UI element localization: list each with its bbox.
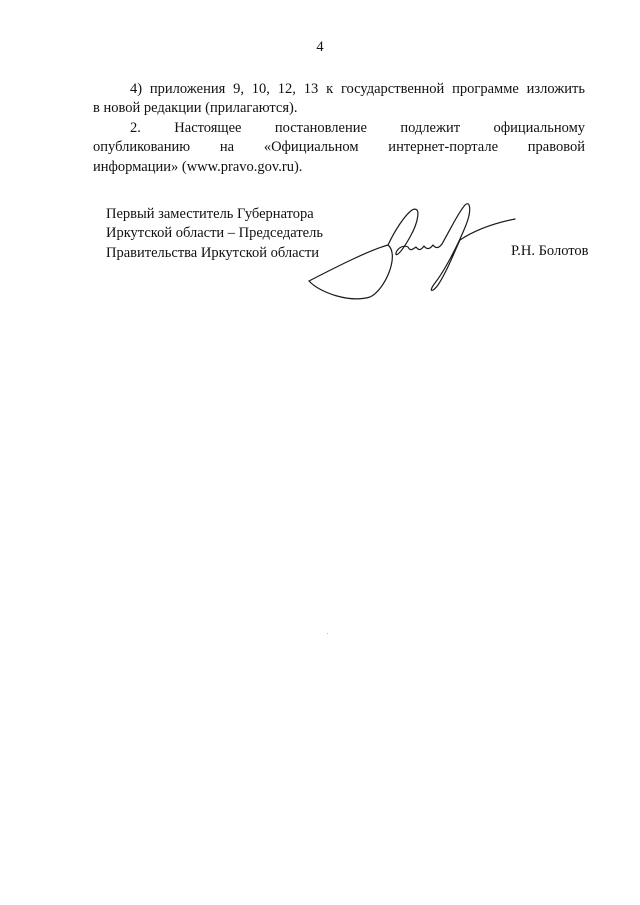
signatory-position [106,205,323,263]
position-line: Правительства Иркутской области [106,244,320,261]
paragraph-line: 4) приложения 9, 10, 12, 13 к государственной программе изложить [130,81,585,97]
paragraph-line: 2. Настоящее постановление подлежит официальному [130,119,585,136]
position-line: Иркутской области – Председатель [106,225,323,242]
paragraph-line: опубликованию на «Официальном интернет-портале правовой [93,139,585,156]
paragraph-line: в новой редакции (прилагаются). [93,100,298,117]
signature-stroke [309,245,392,299]
signature-stroke [388,209,442,255]
paragraph-line: информации» (www.pravo.gov.ru). [93,158,303,175]
body-text [93,80,585,177]
scan-speck [327,633,328,634]
page-number: 4 [316,39,324,55]
position-line: Первый заместитель Губернатора [106,206,314,222]
paragraph-2 [93,119,585,177]
signature-stroke [431,204,515,291]
signer-name: Р.Н. Болотов [511,243,589,259]
paragraph-item-4 [93,80,585,119]
handwritten-signature [300,195,520,300]
